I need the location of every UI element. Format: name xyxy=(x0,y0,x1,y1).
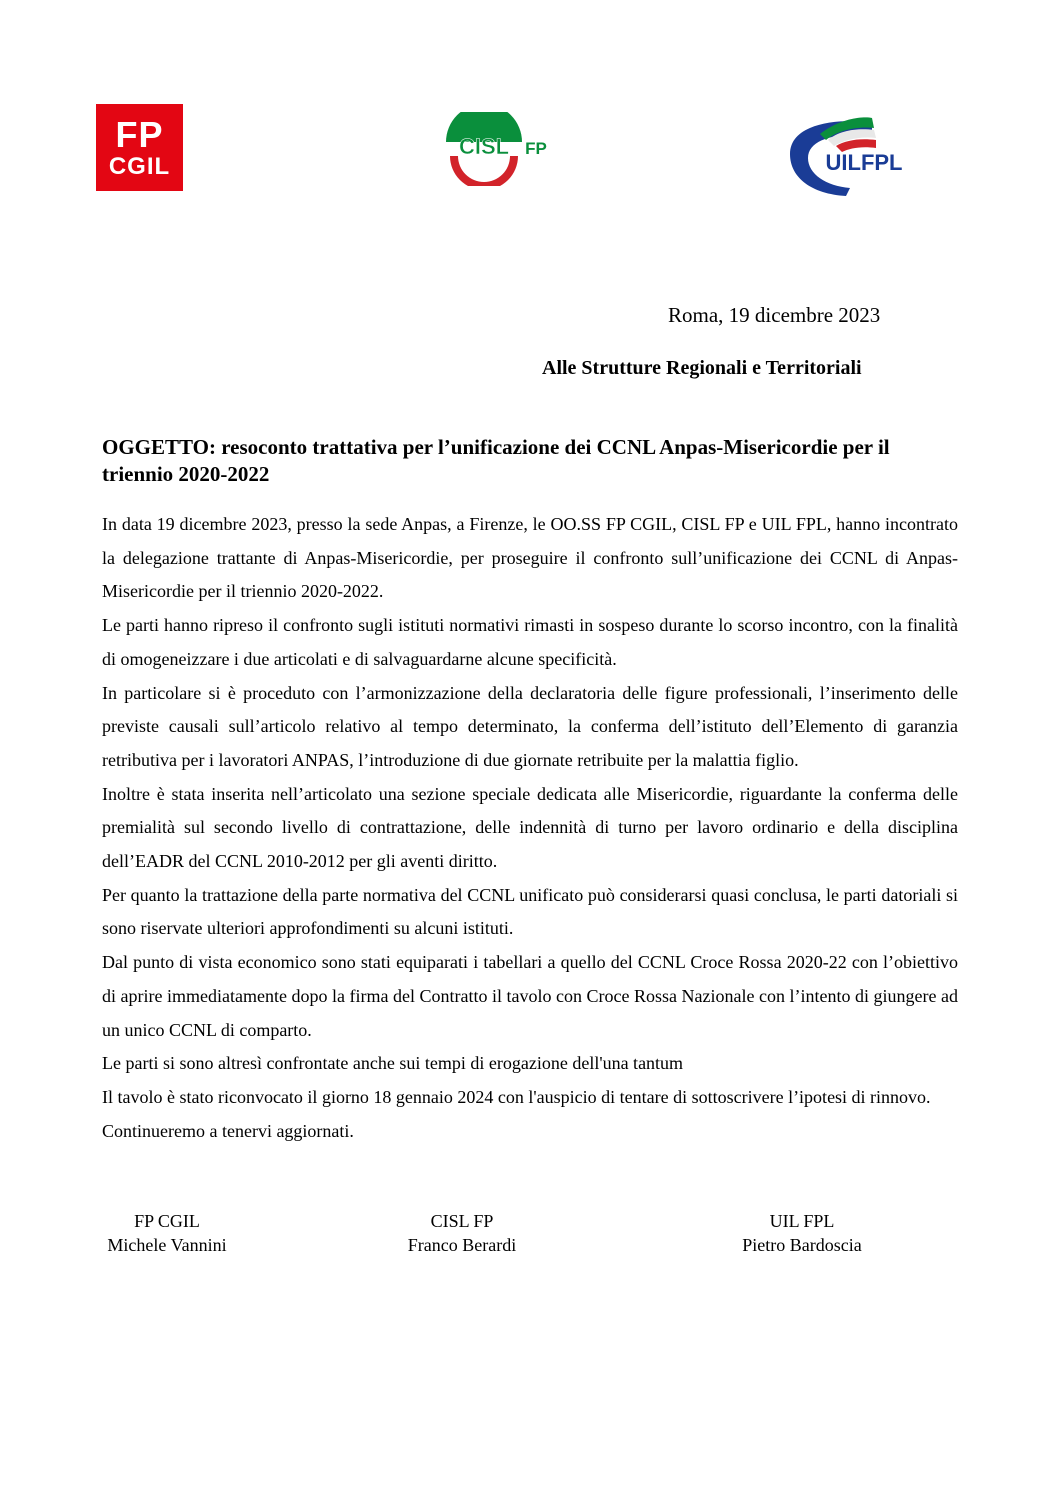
uil-logo-text: UILFPL xyxy=(825,150,903,175)
body-paragraph: Inoltre è stata inserita nell’articolato una sezione speciale dedicata alle Misericordie, riguardante la conferma delle premialità sul secondo livello di contrattazione, delle indennità di turno per lavoro ordinario e della disciplina dell’EADR del CCNL 2010-2012 per gli aventi diritto. xyxy=(102,783,958,872)
letter-recipient: Alle Strutture Regionali e Territoriali xyxy=(542,357,862,379)
body-paragraph: In data 19 dicembre 2023, presso la sede Anpas, a Firenze, le OO.SS FP CGIL, CISL FP e UIL FPL, hanno incontrato la delegazione trattante di Anpas-Misericordie, per proseguire il confronto sull’unificazione dei CCNL di Anpas-Misericordie per il triennio 2020-2022. xyxy=(102,514,958,602)
body-paragraph: In particolare si è proceduto con l’armonizzazione della declaratoria delle figure professionali, l’inserimento delle previste causali sull’articolo relativo al tempo determinato, la conferma dell’istituto dell’Elemento di garanzia retributiva per i lavoratori ANPAS, l’introduzione di due giornate retribuite per la malattia figlio. xyxy=(102,682,958,770)
body-paragraph: Le parti hanno ripreso il confronto sugli istituti normativi rimasti in sospeso durante lo scorso incontro, con la finalità di omogeneizzare i due articolati e di salvaguardarne alcune specificità. xyxy=(102,615,958,669)
signature-name: Pietro Bardoscia xyxy=(742,1235,862,1255)
uil-fpl-logo xyxy=(780,116,918,198)
letter-date: Roma, 19 dicembre 2023 xyxy=(668,303,881,327)
cisl-logo-text: CISL xyxy=(458,134,510,159)
fp-cgil-logo-line1: FP xyxy=(115,113,164,155)
signature-fp-cgil xyxy=(102,1209,232,1257)
body-paragraph: Per quanto la trattazione della parte normativa del CCNL unificato può considerarsi quasi conclusa, le parti datoriali si sono riservate ulteriori approfondimenti su alcuni istituti. xyxy=(102,884,958,939)
letter-subject: OGGETTO: resoconto trattativa per l’unificazione dei CCNL Anpas-Misericordie per il triennio 2020-2022 xyxy=(102,435,890,486)
signature-org: UIL FPL xyxy=(769,1211,835,1231)
signature-cisl-fp xyxy=(392,1209,532,1257)
fp-cgil-logo xyxy=(96,104,183,191)
cisl-fp-logo xyxy=(440,112,555,186)
body-paragraph: Dal punto di vista economico sono stati equiparati i tabellari a quello del CCNL Croce Rossa 2020-22 con l’obiettivo di aprire immediatamente dopo la firma del Contratto il tavolo con Croce Rossa Nazionale con l’intento di giungere ad un unico CCNL di comparto. xyxy=(102,952,958,1040)
cisl-logo-suffix: FP xyxy=(525,139,547,158)
signature-uil-fpl xyxy=(722,1209,882,1257)
signature-org: CISL FP xyxy=(430,1211,494,1231)
letter-body xyxy=(102,508,958,1148)
body-paragraph: Le parti si sono altresì confrontate anche sui tempi di erogazione dell'una tantum xyxy=(102,1053,684,1074)
signature-name: Michele Vannini xyxy=(107,1235,227,1255)
fp-cgil-logo-line2: CGIL xyxy=(108,152,171,180)
signature-name: Franco Berardi xyxy=(407,1235,517,1255)
body-paragraph: Il tavolo è stato riconvocato il giorno 18 gennaio 2024 con l'auspicio di tentare di sottoscrivere l’ipotesi di rinnovo. xyxy=(102,1086,931,1107)
body-paragraph: Continueremo a tenervi aggiornati. xyxy=(102,1120,354,1141)
signature-org: FP CGIL xyxy=(134,1211,200,1231)
